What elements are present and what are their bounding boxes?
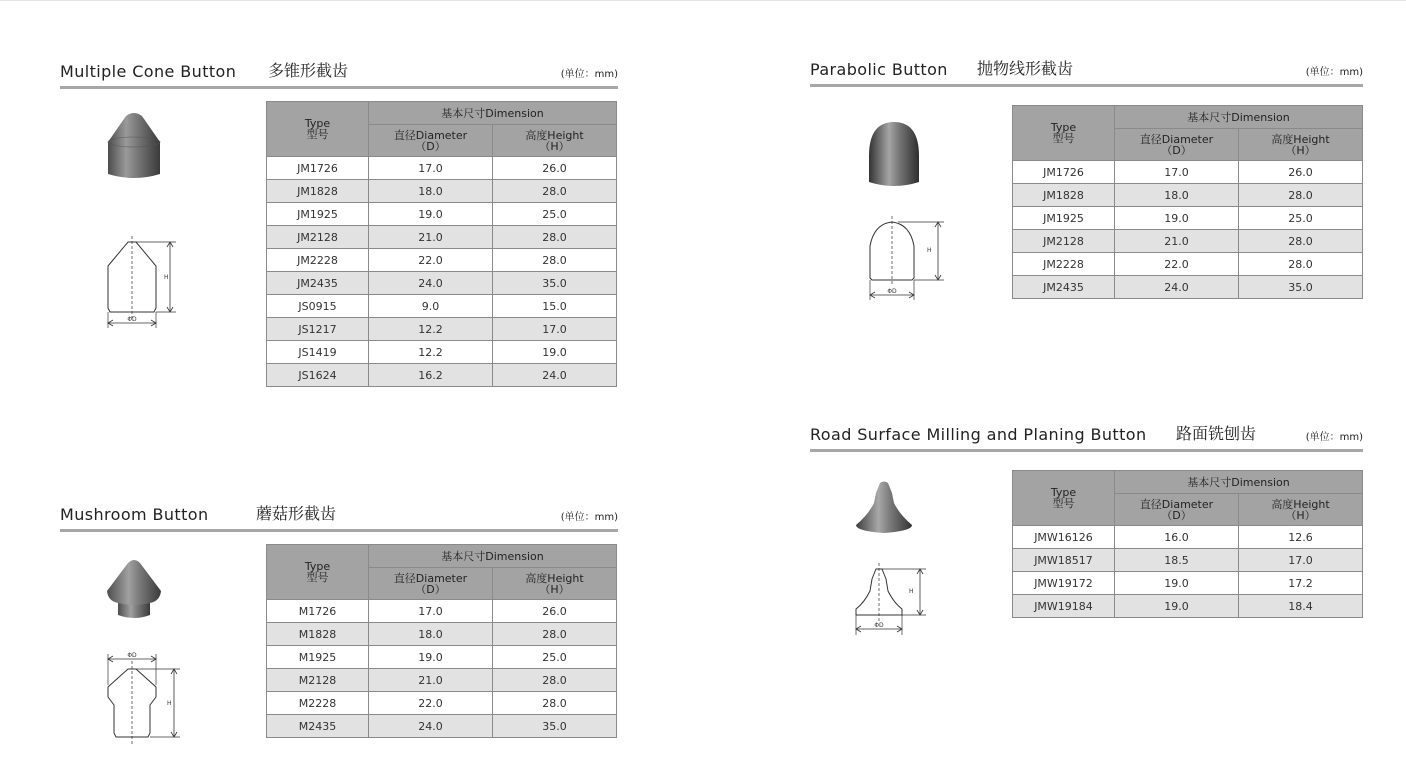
diameter-cell: 21.0 [1115,230,1239,253]
product-photo [104,110,164,182]
height-cell: 26.0 [1239,161,1363,184]
section-header [810,54,1363,87]
height-cell: 15.0 [493,295,617,318]
table-row [267,180,617,203]
height-cell: 17.2 [1239,572,1363,595]
diameter-header: 直径Diameter （D） [1115,494,1239,526]
table-row [1013,184,1363,207]
dimension-d-label: ΦD [127,652,137,659]
top-border [0,0,1406,1]
dimension-header: 基本尺寸Dimension [369,545,617,568]
type-cell: JS0915 [267,295,369,318]
diameter-cell: 21.0 [369,669,493,692]
diameter-cell: 12.2 [369,318,493,341]
product-photo [104,557,164,623]
diameter-cell: 24.0 [1115,276,1239,299]
height-cell: 28.0 [1239,184,1363,207]
section-title-cn: 抛物线形截齿 [977,59,1074,78]
table-row [267,646,617,669]
section-title-cn: 多锥形截齿 [268,61,349,80]
height-header: 高度Height （H） [1239,129,1363,161]
table-row [1013,595,1363,618]
height-cell: 25.0 [1239,207,1363,230]
diameter-cell: 16.2 [369,364,493,387]
technical-drawing [854,563,944,643]
diameter-cell: 22.0 [369,249,493,272]
height-cell: 28.0 [1239,253,1363,276]
type-cell: M1828 [267,623,369,646]
table-row [267,295,617,318]
height-cell: 12.6 [1239,526,1363,549]
diameter-cell: 17.0 [369,157,493,180]
dimension-header: 基本尺寸Dimension [1115,106,1363,129]
height-cell: 28.0 [493,180,617,203]
diameter-cell: 19.0 [369,646,493,669]
diameter-header: 直径Diameter （D） [369,568,493,600]
height-header: 高度Height （H） [493,568,617,600]
diameter-cell: 22.0 [1115,253,1239,276]
height-cell: 24.0 [493,364,617,387]
unit-label: (单位：mm) [1305,432,1363,443]
dimension-d-label: ΦD [127,316,137,323]
technical-drawing [104,236,194,336]
height-cell: 25.0 [493,646,617,669]
table-row [267,600,617,623]
diameter-cell: 19.0 [369,203,493,226]
type-cell: JS1624 [267,364,369,387]
diameter-cell: 18.0 [369,180,493,203]
type-cell: JM1828 [267,180,369,203]
table-row [1013,161,1363,184]
section-header [810,419,1363,452]
height-cell: 35.0 [1239,276,1363,299]
section-title-cn: 路面铣刨齿 [1176,424,1257,443]
dimension-h-label: H [927,247,932,254]
type-cell: JS1419 [267,341,369,364]
section-title-en: Mushroom Button [60,505,209,524]
type-cell: JM2128 [1013,230,1115,253]
type-cell: JM2435 [267,272,369,295]
type-header: Type 型号 [267,102,369,157]
table-row [267,249,617,272]
table-row [1013,207,1363,230]
dimension-d-label: ΦD [874,622,884,629]
height-cell: 26.0 [493,157,617,180]
table-row [267,715,617,738]
dimension-h-label: H [909,588,914,595]
table-row [1013,549,1363,572]
type-cell: JMW16126 [1013,526,1115,549]
unit-label: (单位：mm) [560,512,618,523]
spec-table [1012,105,1363,299]
height-cell: 28.0 [1239,230,1363,253]
table-row [1013,276,1363,299]
diameter-header: 直径Diameter （D） [1115,129,1239,161]
height-cell: 19.0 [493,341,617,364]
height-cell: 35.0 [493,715,617,738]
table-row [267,318,617,341]
diameter-cell: 18.5 [1115,549,1239,572]
height-cell: 26.0 [493,600,617,623]
type-cell: JM1828 [1013,184,1115,207]
product-photo [866,120,922,190]
type-cell: JM2128 [267,226,369,249]
table-row [267,157,617,180]
technical-drawing [104,651,194,751]
height-cell: 28.0 [493,226,617,249]
type-header: Type 型号 [267,545,369,600]
unit-label: (单位：mm) [1305,67,1363,78]
dimension-h-label: H [164,274,169,281]
section-title-en: Road Surface Milling and Planing Button [810,425,1147,444]
diameter-cell: 12.2 [369,341,493,364]
table-row [267,669,617,692]
section-title-cn: 蘑菇形截齿 [256,504,337,523]
height-header: 高度Height （H） [1239,494,1363,526]
type-cell: M1925 [267,646,369,669]
section-header [60,56,618,89]
section-parabolic [810,54,1363,314]
section-title-en: Parabolic Button [810,60,948,79]
table-row [1013,526,1363,549]
spec-table [266,101,617,387]
type-cell: JM1726 [1013,161,1115,184]
diameter-cell: 24.0 [369,272,493,295]
section-multiple-cone [60,56,618,401]
type-cell: M2128 [267,669,369,692]
table-row [267,272,617,295]
diameter-cell: 17.0 [369,600,493,623]
type-cell: JS1217 [267,318,369,341]
type-cell: JM2435 [1013,276,1115,299]
table-row [1013,230,1363,253]
height-cell: 28.0 [493,249,617,272]
table-row [1013,253,1363,276]
section-road-milling [810,419,1363,644]
type-cell: JM1925 [1013,207,1115,230]
type-cell: M2435 [267,715,369,738]
height-cell: 18.4 [1239,595,1363,618]
type-cell: M1726 [267,600,369,623]
table-row [267,203,617,226]
table-row [267,364,617,387]
diameter-cell: 9.0 [369,295,493,318]
type-cell: JM2228 [1013,253,1115,276]
diameter-cell: 17.0 [1115,161,1239,184]
technical-drawing [868,216,958,310]
spec-table [1012,470,1363,618]
table-row [267,692,617,715]
height-cell: 28.0 [493,669,617,692]
type-cell: JMW19172 [1013,572,1115,595]
height-cell: 28.0 [493,623,617,646]
product-photo [854,479,914,535]
diameter-cell: 18.0 [369,623,493,646]
table-row [267,341,617,364]
diameter-cell: 19.0 [1115,207,1239,230]
dimension-d-label: ΦD [887,288,897,295]
type-cell: JM2228 [267,249,369,272]
spec-table [266,544,617,738]
diameter-cell: 18.0 [1115,184,1239,207]
dimension-header: 基本尺寸Dimension [369,102,617,125]
diameter-cell: 19.0 [1115,572,1239,595]
height-cell: 35.0 [493,272,617,295]
dimension-header: 基本尺寸Dimension [1115,471,1363,494]
height-cell: 17.0 [1239,549,1363,572]
type-header: Type 型号 [1013,106,1115,161]
table-row [267,623,617,646]
type-cell: JMW18517 [1013,549,1115,572]
type-header: Type 型号 [1013,471,1115,526]
type-cell: JM1726 [267,157,369,180]
table-row [1013,572,1363,595]
section-header [60,499,618,532]
type-cell: M2228 [267,692,369,715]
section-mushroom [60,499,618,761]
diameter-cell: 16.0 [1115,526,1239,549]
diameter-cell: 19.0 [1115,595,1239,618]
height-cell: 25.0 [493,203,617,226]
diameter-cell: 21.0 [369,226,493,249]
type-cell: JM1925 [267,203,369,226]
diameter-header: 直径Diameter （D） [369,125,493,157]
table-row [267,226,617,249]
height-cell: 28.0 [493,692,617,715]
height-cell: 17.0 [493,318,617,341]
diameter-cell: 24.0 [369,715,493,738]
unit-label: (单位：mm) [560,69,618,80]
type-cell: JMW19184 [1013,595,1115,618]
diameter-cell: 22.0 [369,692,493,715]
height-header: 高度Height （H） [493,125,617,157]
dimension-h-label: H [167,700,172,707]
section-title-en: Multiple Cone Button [60,62,237,81]
